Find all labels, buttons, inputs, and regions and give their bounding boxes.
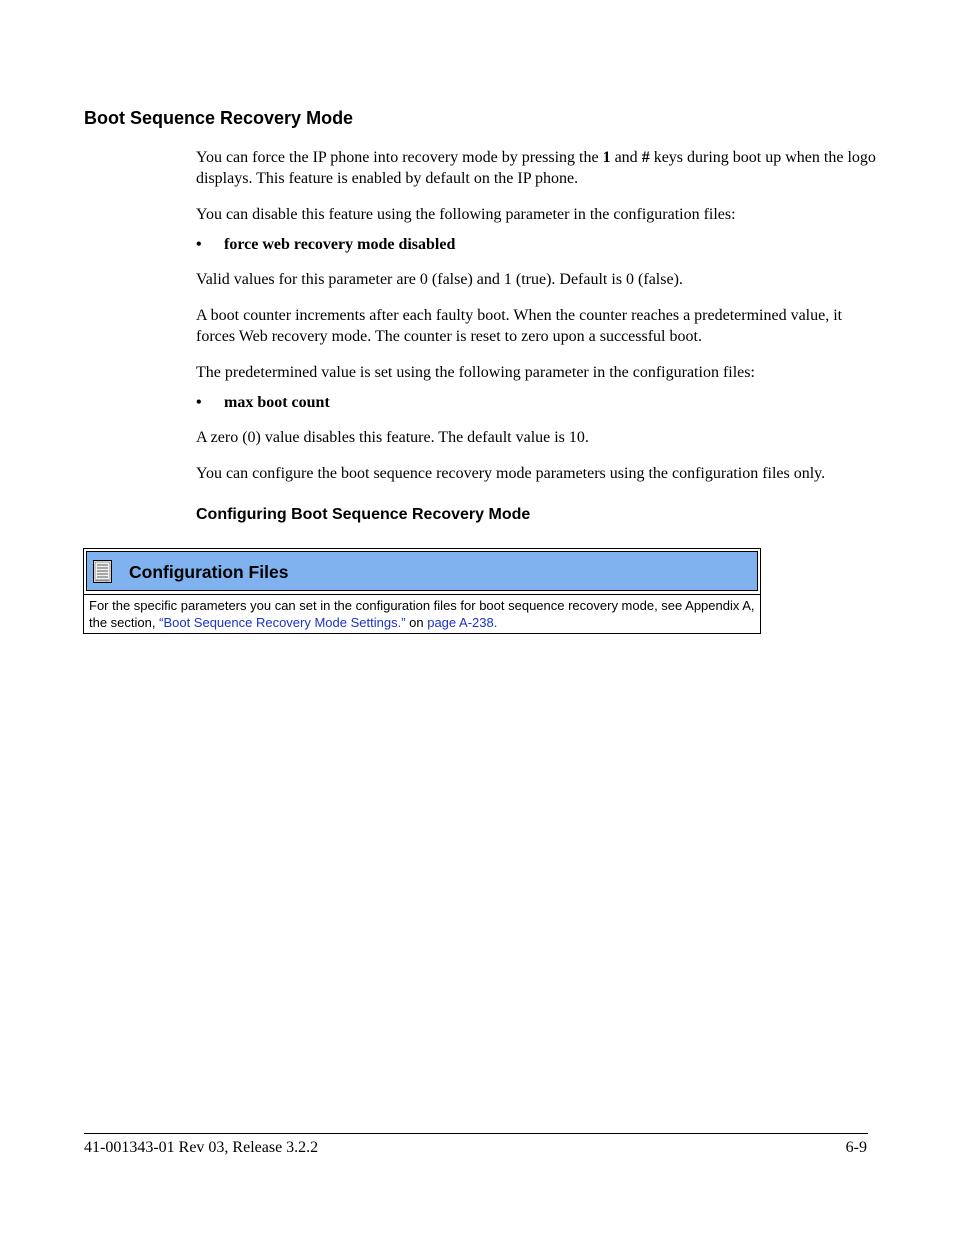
parameter-name: max boot count <box>224 393 330 411</box>
paragraph-predetermined-value: The predetermined value is set using the following parameter in the configuration files: <box>196 363 755 381</box>
body-text <box>196 148 876 525</box>
key-hash: # <box>641 149 650 166</box>
configuration-files-title: Configuration Files <box>129 562 289 582</box>
parameter-name: force web recovery mode disabled <box>224 235 456 253</box>
footer-page-number: 6-9 <box>845 1139 867 1156</box>
configuration-files-body: For the specific parameters you can set in the configuration files for boot sequence recovery mode, see Appendix A, the section, “Boot Sequence Recovery Mode Settings.” on page A-238. <box>84 594 760 633</box>
paragraph-config-only: You can configure the boot sequence recovery mode parameters using the configuration files only. <box>196 465 826 482</box>
configuration-files-header <box>86 551 758 591</box>
section-title: Boot Sequence Recovery Mode <box>84 108 354 128</box>
list-item <box>196 393 876 414</box>
notepad-icon <box>93 560 112 583</box>
paragraph-zero-value: A zero (0) value disables this feature. The default value is 10. <box>196 429 589 446</box>
page-reference-link[interactable]: page A-238 <box>427 615 494 630</box>
parameter-list-2 <box>196 393 876 414</box>
footer-divider <box>84 1133 868 1134</box>
bullet-icon: • <box>196 235 202 253</box>
paragraph-disable-feature: You can disable this feature using the following parameter in the configuration files: <box>196 205 736 223</box>
paragraph-boot-counter: A boot counter increments after each faulty boot. When the counter reaches a predetermined value, it forces Web recovery mode. The counter is reset to zero upon a successful boot. <box>196 307 843 345</box>
parameter-list-1 <box>196 235 876 256</box>
subsection-title: Configuring Boot Sequence Recovery Mode <box>196 505 531 523</box>
key-1: 1 <box>602 149 611 166</box>
list-item <box>196 235 876 256</box>
footer-document-id: 41-001343-01 Rev 03, Release 3.2.2 <box>84 1139 319 1156</box>
paragraph-valid-values: Valid values for this parameter are 0 (false) and 1 (true). Default is 0 (false). <box>196 271 683 288</box>
bullet-icon: • <box>196 393 202 411</box>
configuration-files-box <box>83 548 761 634</box>
paragraph-recovery-intro: You can force the IP phone into recovery mode by pressing the 1 and # keys during boot up when the logo displays. This feature is enabled by default on the IP phone. <box>196 149 876 187</box>
settings-section-link[interactable]: “Boot Sequence Recovery Mode Settings.” <box>159 615 406 630</box>
